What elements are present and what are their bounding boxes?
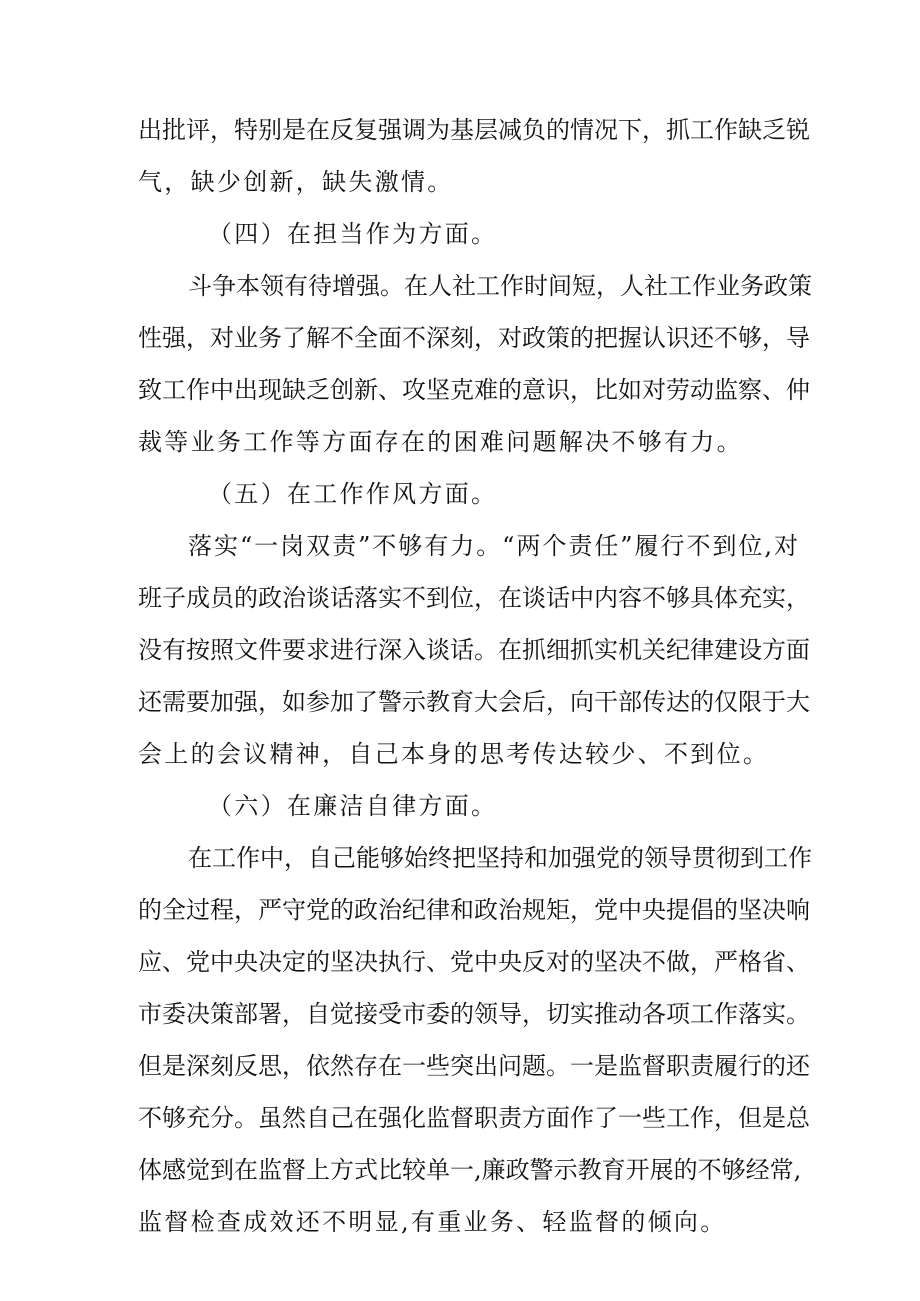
paragraph-line: 裁等业务工作等方面存在的困难问题解决不够有力。 [138, 428, 743, 456]
document-body [138, 104, 812, 1248]
section-heading-6: （六）在廉洁自律方面。 [208, 792, 498, 820]
paragraph-line: 体感觉到在监督上方式比较单一,廉政警示教育开展的不够经常, [138, 1156, 802, 1184]
paragraph-line: 监督检查成效还不明显,有重业务、轻监督的倾向。 [138, 1208, 727, 1236]
paragraph-line: 应、党中央决定的坚决执行、党中央反对的坚决不做，严格省、 [138, 948, 810, 976]
paragraph-line: 班子成员的政治谈话落实不到位，在谈话中内容不够具体充实， [138, 584, 810, 612]
paragraph-line: 出批评，特别是在反复强调为基层减负的情况下，抓工作缺乏锐 [138, 116, 810, 144]
paragraph-line: 会上的会议精神，自己本身的思考传达较少、不到位。 [138, 740, 770, 768]
paragraph-line: 气，缺少创新，缺失激情。 [138, 168, 454, 196]
section-heading-4: （四）在担当作为方面。 [208, 220, 498, 248]
paragraph-line: 不够充分。虽然自己在强化监督职责方面作了一些工作，但是总 [138, 1104, 810, 1132]
paragraph-line: 性强，对业务了解不全面不深刻，对政策的把握认识还不够，导 [138, 324, 810, 352]
paragraph-line: 但是深刻反思，依然存在一些突出问题。一是监督职责履行的还 [138, 1052, 810, 1080]
paragraph-line: 市委决策部署，自觉接受市委的领导，切实推动各项工作落实。 [138, 1000, 810, 1028]
paragraph-line: 还需要加强，如参加了警示教育大会后，向干部传达的仅限于大 [138, 688, 810, 716]
paragraph-line: 没有按照文件要求进行深入谈话。在抓细抓实机关纪律建设方面 [138, 636, 810, 664]
paragraph-line: 致工作中出现缺乏创新、攻坚克难的意识，比如对劳动监察、仲 [138, 376, 810, 404]
paragraph-line: 在工作中，自己能够始终把坚持和加强党的领导贯彻到工作 [188, 844, 812, 872]
paragraph-line: 斗争本领有待增强。在人社工作时间短，人社工作业务政策 [188, 272, 812, 300]
paragraph-line: 的全过程，严守党的政治纪律和政治规矩，党中央提倡的坚决响 [138, 896, 810, 924]
section-heading-5: （五）在工作作风方面。 [208, 480, 498, 508]
paragraph-line: 落实“一岗双责”不够有力。“两个责任”履行不到位,对 [188, 532, 798, 560]
